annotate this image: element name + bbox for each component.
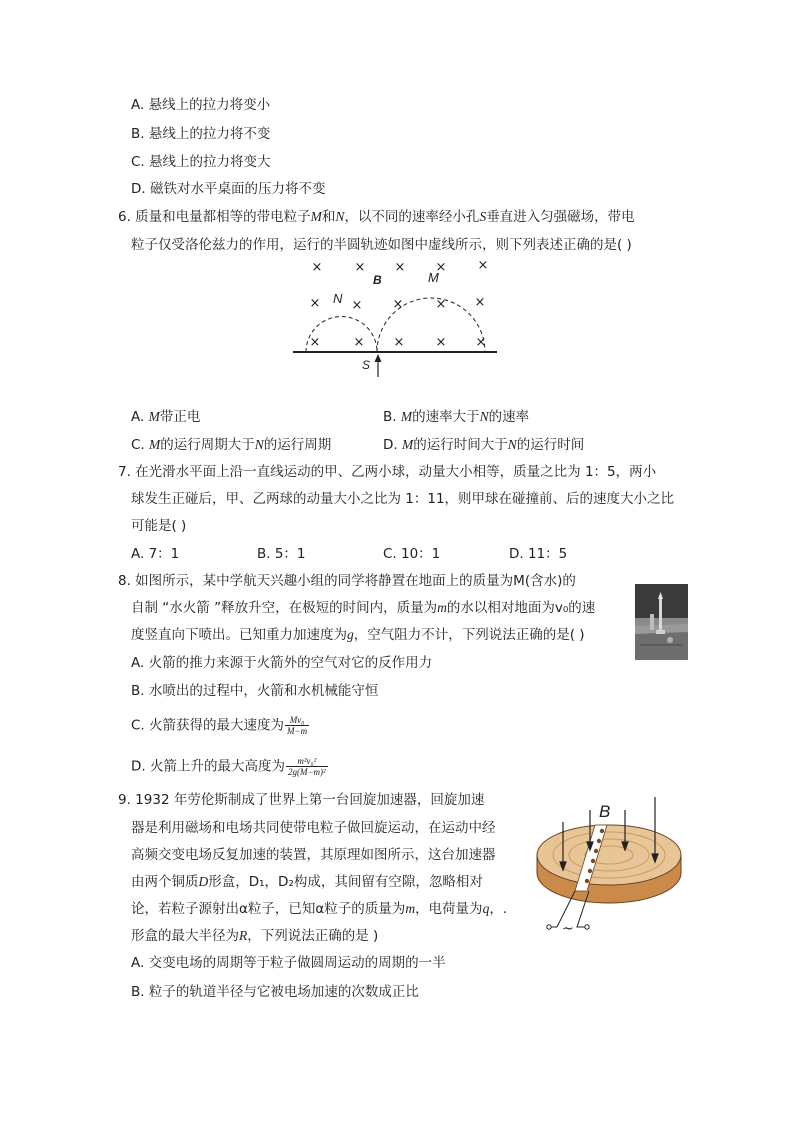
water-rocket-photo: [635, 584, 688, 660]
q6-option-c: C. M的运行周期大于N的运行周期: [131, 437, 332, 453]
field-cross: ×: [353, 335, 365, 350]
cyclotron-figure: [533, 795, 693, 943]
q5-option-b: B. 悬线上的拉力将不变: [131, 126, 271, 142]
field-cross: ×: [394, 260, 406, 275]
field-cross: ×: [309, 296, 321, 311]
field-cross: ×: [392, 297, 404, 312]
q8-stem-line2: 自制 “水火箭 ”释放升空，在极短的时间内，质量为m的水以相对地面为v₀的速: [131, 600, 596, 616]
entry-arrowhead: [375, 354, 382, 362]
q8-stem-line1: 8. 如图所示，某中学航天兴趣小组的同学将静置在地面上的质量为M(含水)的: [118, 573, 576, 589]
q6-option-a: A. M带正电: [131, 409, 201, 425]
field-cross: ×: [435, 260, 447, 275]
q8-option-b: B. 水喷出的过程中，火箭和水机械能守恒: [131, 683, 379, 699]
q6-option-d: D. M的运行时间大于N的运行时间: [383, 437, 585, 453]
q9-option-b: B. 粒子的轨道半径与它被电场加速的次数成正比: [131, 984, 419, 1000]
d-box-top: [537, 825, 681, 885]
field-cross: ×: [393, 335, 405, 350]
q6-stem-line1: 6. 质量和电量都相等的带电粒子M和N，以不同的速率经小孔S垂直进入匀强磁场，带电: [118, 209, 635, 225]
fraction-max-height: $\frac{\text{m²v₀²}}{\text{2g(M−m)²}}$: [287, 756, 326, 777]
label-b: B: [599, 802, 611, 821]
q7-option-d: D. 11：5: [509, 546, 568, 562]
q8-stem-line3: 度竖直向下喷出。已知重力加速度为g，空气阻力不计，下列说法正确的是( ): [131, 627, 585, 643]
q7-stem-line1: 7. 在光滑水平面上沿一直线运动的甲、乙两小球，动量大小相等，质量之比为 1：5，两小: [118, 464, 657, 480]
q7-stem-line3: 可能是( ): [131, 518, 187, 534]
q9-stem-line6: 形盒的最大半径为R，下列说法正确的是 ): [131, 928, 379, 944]
field-cross: ×: [474, 295, 486, 310]
terminal: [585, 925, 589, 929]
q5-option-a: A. 悬线上的拉力将变小: [131, 97, 271, 113]
label-n: N: [333, 291, 343, 306]
q7-option-c: C. 10：1: [383, 546, 441, 562]
q7-option-a: A. 7：1: [131, 546, 180, 562]
field-cross: ×: [311, 260, 323, 275]
q9-stem-line5: 论，若粒子源射出α粒子，已知α粒子的质量为m，电荷量为q，.: [131, 901, 508, 917]
q7-option-b: B. 5：1: [257, 546, 306, 562]
q6-option-b: B. M的速率大于N的速率: [383, 409, 530, 425]
q9-stem-line4: 由两个铜质D形盒，D₁，D₂构成，其间留有空隙，忽略相对: [131, 874, 483, 890]
q6-magnetic-field-figure: [290, 255, 505, 380]
label-b: B: [373, 273, 382, 287]
q9-stem-line3: 高频交变电场反复加速的装置，其原理如图所示，这台加速器: [131, 847, 496, 863]
field-cross: ×: [435, 335, 447, 350]
q8-option-a: A. 火箭的推力来源于火箭外的空气对它的反作用力: [131, 655, 433, 671]
q9-option-a: A. 交变电场的周期等于粒子做圆周运动的周期的一半: [131, 955, 446, 971]
label-m: M: [428, 270, 439, 285]
fraction-max-velocity: $\frac{\text{Mv₀}}{M-m}$: [287, 715, 308, 736]
q6-stem-line2: 粒子仅受洛伦兹力的作用，运行的半圆轨迹如图中虚线所示，则下列表述正确的是( ): [131, 237, 632, 253]
ac-symbol: ~: [562, 921, 574, 937]
field-cross: ×: [354, 260, 366, 275]
field-cross: ×: [351, 298, 363, 313]
field-cross: ×: [477, 258, 489, 273]
label-s: S: [362, 358, 371, 372]
q9-stem-line1: 9. 1932 年劳伦斯制成了世界上第一台回旋加速器，回旋加速: [118, 792, 485, 808]
q8-option-d: D. 火箭上升的最大高度为 $\frac{\text{m²v₀²}}{\text{2g(M−m)²}}$: [131, 756, 326, 777]
terminal: [547, 925, 551, 929]
q7-stem-line2: 球发生正碰后，甲、乙两球的动量大小之比为 1：11，则甲球在碰撞前、后的速度大小之比: [131, 491, 675, 507]
q8-option-c: C. 火箭获得的最大速度为 $\frac{\text{Mv₀}}{M-m}$: [131, 715, 308, 736]
q9-stem-line2: 器是利用磁场和电场共同使带电粒子做回旋运动，在运动中经: [131, 820, 496, 836]
field-cross: ×: [435, 297, 447, 312]
q5-option-c: C. 悬线上的拉力将变大: [131, 154, 271, 170]
field-cross: ×: [475, 335, 487, 350]
q5-option-d: D. 磁铁对水平桌面的压力将不变: [131, 181, 326, 197]
field-cross: ×: [309, 335, 321, 350]
